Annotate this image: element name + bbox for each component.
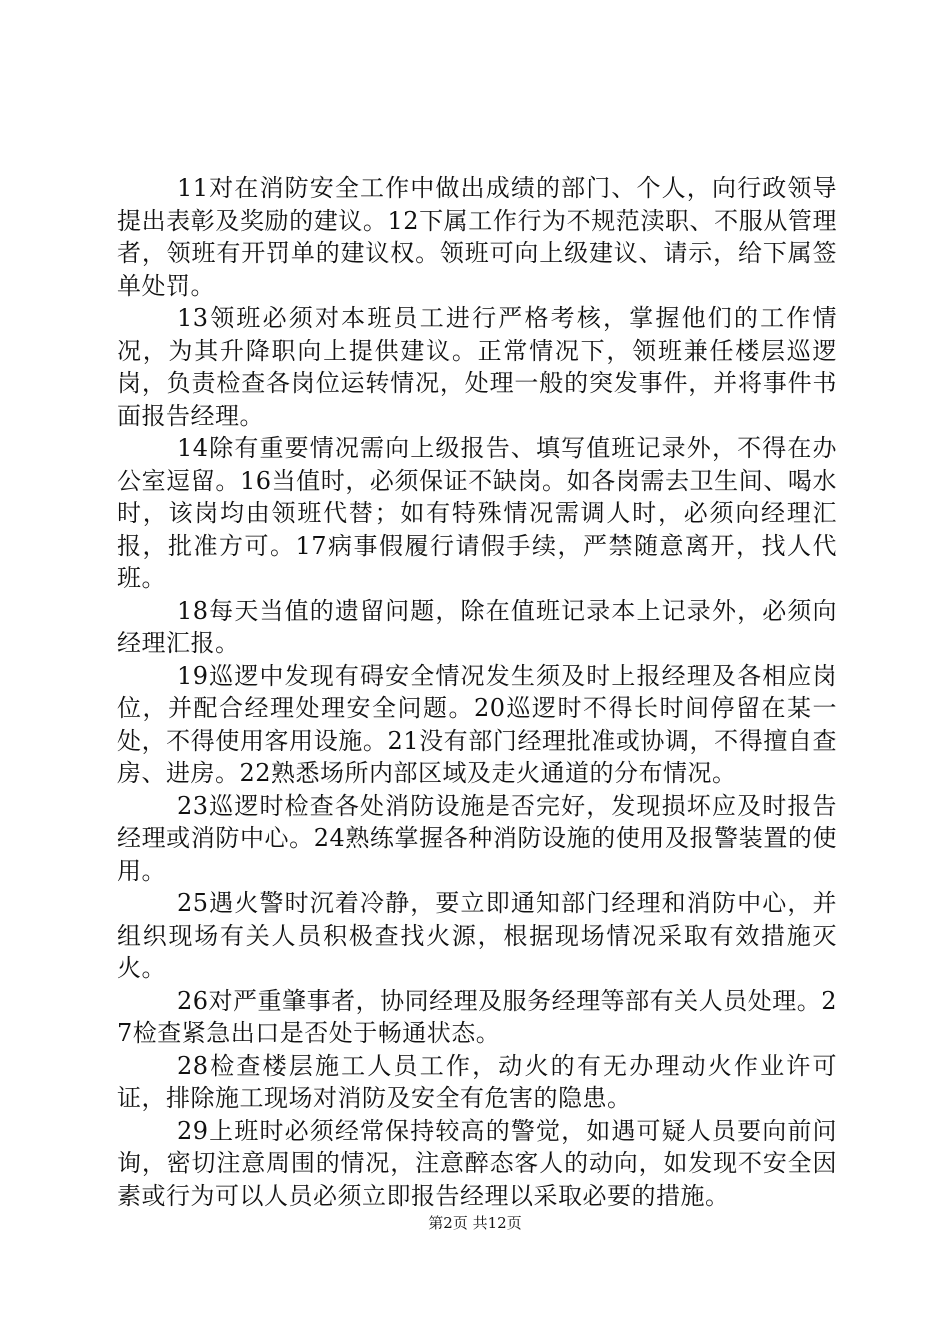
paragraph-8: 26对严重肇事者，协同经理及服务经理等部有关人员处理。27检查紧急出口是否处于畅通状态。 — [117, 986, 837, 1047]
paragraph-9: 28检查楼层施工人员工作，动火的有无办理动火作业许可证，排除施工现场对消防及安全有危害的隐患。 — [117, 1051, 837, 1112]
paragraph-7: 25遇火警时沉着冷静，要立即通知部门经理和消防中心，并组织现场有关人员积极查找火源，根据现场情况采取有效措施灭火。 — [117, 889, 837, 982]
document-body — [117, 172, 837, 1212]
paragraph-1: 11对在消防安全工作中做出成绩的部门、个人，向行政领导提出表彰及奖励的建议。12下属工作行为不规范渎职、不服从管理者，领班有开罚单的建议权。领班可向上级建议、请示，给下属签单处罚。 — [117, 174, 837, 300]
page-number-footer: 第2页 共12页 — [428, 1214, 522, 1232]
paragraph-10: 29上班时必须经常保持较高的警觉，如遇可疑人员要向前问询，密切注意周围的情况，注意醉态客人的动向，如发现不安全因素或行为可以人员必须立即报告经理以采取必要的措施。 — [117, 1116, 837, 1210]
paragraph-3: 14除有重要情况需向上级报告、填写值班记录外，不得在办公室逗留。16当值时，必须保证不缺岗。如各岗需去卫生间、喝水时，该岗均由领班代替；如有特殊情况需调人时，必须向经理汇报，批准方可。17病事假履行请假手续，严禁随意离开，找人代班。 — [117, 434, 837, 592]
paragraph-4: 18每天当值的遗留问题，除在值班记录本上记录外，必须向经理汇报。 — [117, 596, 837, 657]
paragraph-5: 19巡逻中发现有碍安全情况发生须及时上报经理及各相应岗位，并配合经理处理安全问题。20巡逻时不得长时间停留在某一处，不得使用客用设施。21没有部门经理批准或协调，不得擅自查房、进房。22熟悉场所内部区域及走火通道的分布情况。 — [117, 661, 837, 787]
paragraph-2: 13领班必须对本班员工进行严格考核，掌握他们的工作情况，为其升降职向上提供建议。正常情况下，领班兼任楼层巡逻岗，负责检查各岗位运转情况，处理一般的突发事件，并将事件书面报告经理。 — [117, 304, 837, 430]
paragraph-6: 23巡逻时检查各处消防设施是否完好，发现损坏应及时报告经理或消防中心。24熟练掌握各种消防设施的使用及报警装置的使用。 — [117, 791, 837, 885]
